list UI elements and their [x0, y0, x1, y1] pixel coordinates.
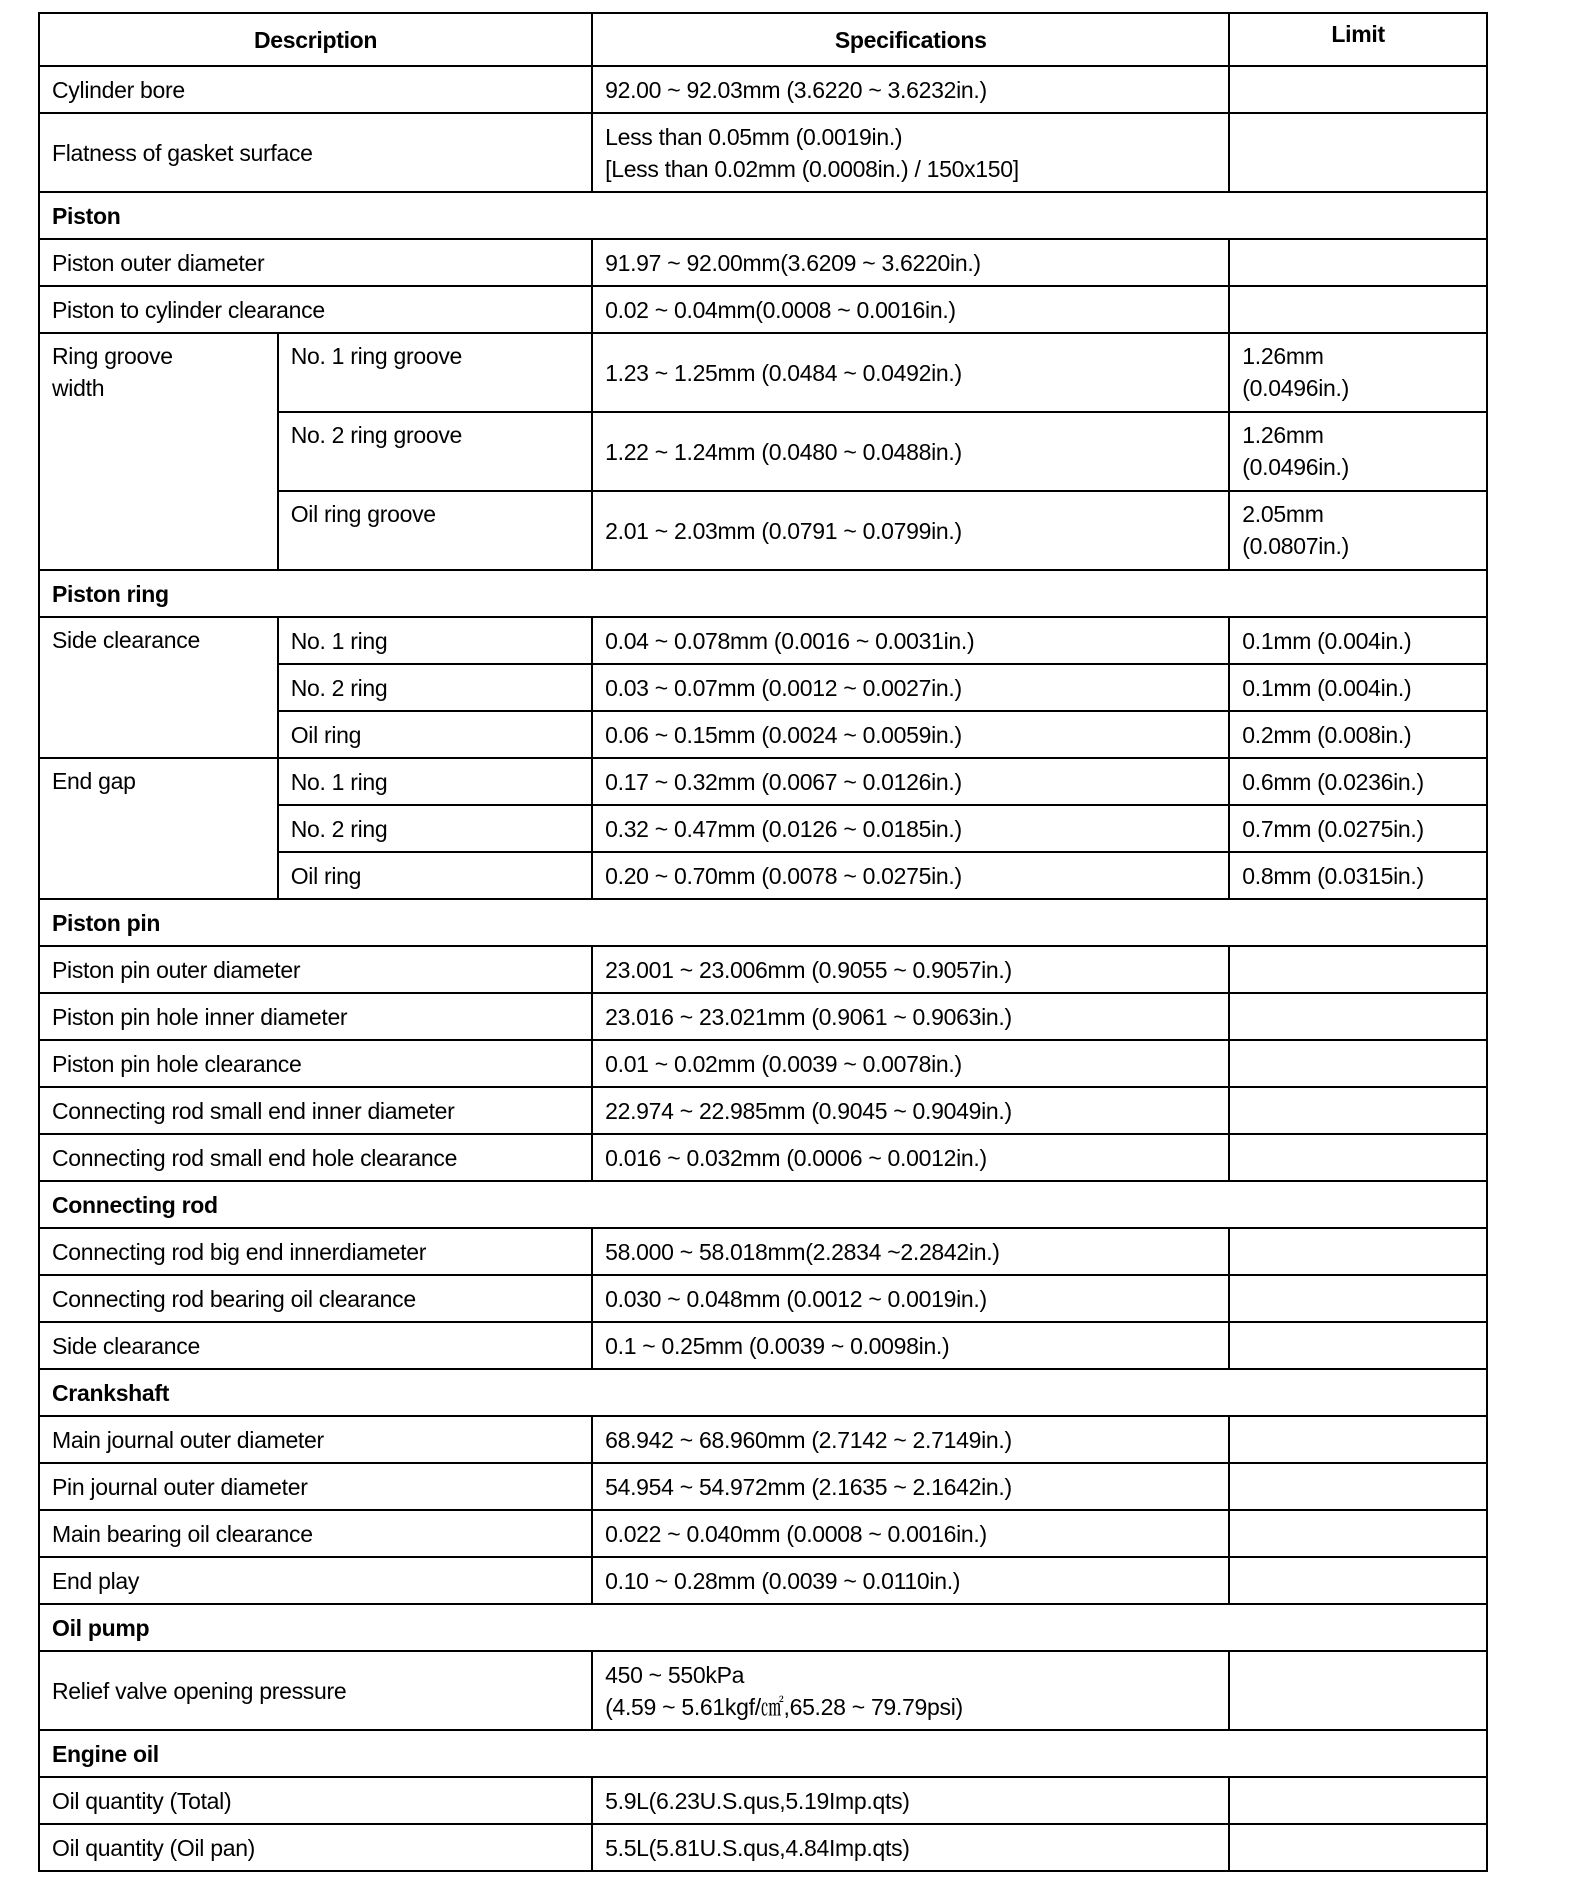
description-cell: Oil quantity (Oil pan) — [39, 1824, 592, 1871]
spec-cell: 1.23 ~ 1.25mm (0.0484 ~ 0.0492in.) — [592, 333, 1229, 412]
spec-cell: 450 ~ 550kPa (4.59 ~ 5.61kgf/㎠,65.28 ~ 79.79psi) — [592, 1651, 1229, 1730]
spec-cell: 23.001 ~ 23.006mm (0.9055 ~ 0.9057in.) — [592, 946, 1229, 993]
spec-cell: 0.03 ~ 0.07mm (0.0012 ~ 0.0027in.) — [592, 664, 1229, 711]
sub-description-cell: No. 1 ring — [278, 617, 592, 664]
table-body — [39, 66, 1487, 1871]
description-cell: Relief valve opening pressure — [39, 1651, 592, 1730]
limit-cell — [1229, 1463, 1487, 1510]
sub-description-cell: Oil ring — [278, 711, 592, 758]
section-row — [39, 570, 1487, 617]
sub-description-cell: No. 2 ring — [278, 805, 592, 852]
limit-cell — [1229, 1228, 1487, 1275]
limit-cell: 0.1mm (0.004in.) — [1229, 617, 1487, 664]
spec-cell: 54.954 ~ 54.972mm (2.1635 ~ 2.1642in.) — [592, 1463, 1229, 1510]
sub-description-cell: Oil ring — [278, 852, 592, 899]
description-cell: Piston pin hole inner diameter — [39, 993, 592, 1040]
description-cell: Connecting rod small end hole clearance — [39, 1134, 592, 1181]
section-row — [39, 1730, 1487, 1777]
description-cell: Connecting rod big end innerdiameter — [39, 1228, 592, 1275]
table-row — [39, 1651, 1487, 1730]
spec-cell: 5.5L(5.81U.S.qus,4.84Imp.qts) — [592, 1824, 1229, 1871]
section-title: Crankshaft — [39, 1369, 1487, 1416]
sub-description-cell: No. 2 ring groove — [278, 412, 592, 491]
group-label-cell: Ring groove width — [39, 333, 278, 570]
section-row — [39, 899, 1487, 946]
table-row — [39, 1510, 1487, 1557]
spec-cell: 2.01 ~ 2.03mm (0.0791 ~ 0.0799in.) — [592, 491, 1229, 570]
spec-cell: 0.32 ~ 0.47mm (0.0126 ~ 0.0185in.) — [592, 805, 1229, 852]
spec-cell: 92.00 ~ 92.03mm (3.6220 ~ 3.6232in.) — [592, 66, 1229, 113]
section-row — [39, 1181, 1487, 1228]
limit-cell — [1229, 1557, 1487, 1604]
limit-cell — [1229, 1510, 1487, 1557]
description-cell: Piston outer diameter — [39, 239, 592, 286]
table-row — [39, 1228, 1487, 1275]
spec-cell: 22.974 ~ 22.985mm (0.9045 ~ 0.9049in.) — [592, 1087, 1229, 1134]
section-title: Piston pin — [39, 899, 1487, 946]
description-cell: Pin journal outer diameter — [39, 1463, 592, 1510]
spec-cell: Less than 0.05mm (0.0019in.) [Less than 0.02mm (0.0008in.) / 150x150] — [592, 113, 1229, 192]
section-title: Connecting rod — [39, 1181, 1487, 1228]
limit-cell — [1229, 1322, 1487, 1369]
section-row — [39, 1604, 1487, 1651]
table-row — [39, 66, 1487, 113]
spec-cell: 0.02 ~ 0.04mm(0.0008 ~ 0.0016in.) — [592, 286, 1229, 333]
section-title: Engine oil — [39, 1730, 1487, 1777]
limit-cell — [1229, 1275, 1487, 1322]
table-row — [39, 1463, 1487, 1510]
header-description: Description — [39, 13, 592, 66]
table-row — [39, 993, 1487, 1040]
limit-cell — [1229, 1651, 1487, 1730]
spec-cell: 1.22 ~ 1.24mm (0.0480 ~ 0.0488in.) — [592, 412, 1229, 491]
spec-cell: 68.942 ~ 68.960mm (2.7142 ~ 2.7149in.) — [592, 1416, 1229, 1463]
limit-cell — [1229, 1134, 1487, 1181]
spec-cell: 58.000 ~ 58.018mm(2.2834 ~2.2842in.) — [592, 1228, 1229, 1275]
limit-cell — [1229, 1777, 1487, 1824]
spec-cell: 0.06 ~ 0.15mm (0.0024 ~ 0.0059in.) — [592, 711, 1229, 758]
spec-cell: 0.1 ~ 0.25mm (0.0039 ~ 0.0098in.) — [592, 1322, 1229, 1369]
limit-cell — [1229, 239, 1487, 286]
limit-cell: 0.7mm (0.0275in.) — [1229, 805, 1487, 852]
limit-cell — [1229, 993, 1487, 1040]
table-header-row — [39, 13, 1487, 66]
spec-cell: 0.016 ~ 0.032mm (0.0006 ~ 0.0012in.) — [592, 1134, 1229, 1181]
table-row — [39, 113, 1487, 192]
spec-cell: 0.01 ~ 0.02mm (0.0039 ~ 0.0078in.) — [592, 1040, 1229, 1087]
limit-cell — [1229, 1087, 1487, 1134]
section-title: Oil pump — [39, 1604, 1487, 1651]
description-cell: Cylinder bore — [39, 66, 592, 113]
limit-cell — [1229, 286, 1487, 333]
table-row — [39, 333, 1487, 412]
table-row — [39, 1557, 1487, 1604]
table-row — [39, 1322, 1487, 1369]
spec-cell: 23.016 ~ 23.021mm (0.9061 ~ 0.9063in.) — [592, 993, 1229, 1040]
description-cell: Main bearing oil clearance — [39, 1510, 592, 1557]
limit-cell — [1229, 66, 1487, 113]
section-row — [39, 192, 1487, 239]
table-row — [39, 1275, 1487, 1322]
section-title: Piston — [39, 192, 1487, 239]
section-title: Piston ring — [39, 570, 1487, 617]
table-row — [39, 1416, 1487, 1463]
sub-description-cell: Oil ring groove — [278, 491, 592, 570]
group-label-cell: End gap — [39, 758, 278, 899]
limit-cell — [1229, 946, 1487, 993]
limit-cell: 1.26mm (0.0496in.) — [1229, 412, 1487, 491]
description-cell: Connecting rod small end inner diameter — [39, 1087, 592, 1134]
engine-specifications-table — [38, 12, 1488, 1872]
table-row — [39, 617, 1487, 664]
limit-cell — [1229, 1416, 1487, 1463]
limit-cell: 2.05mm (0.0807in.) — [1229, 491, 1487, 570]
spec-cell: 0.20 ~ 0.70mm (0.0078 ~ 0.0275in.) — [592, 852, 1229, 899]
section-row — [39, 1369, 1487, 1416]
limit-cell: 0.2mm (0.008in.) — [1229, 711, 1487, 758]
limit-cell — [1229, 1040, 1487, 1087]
description-cell: Connecting rod bearing oil clearance — [39, 1275, 592, 1322]
table-row — [39, 286, 1487, 333]
sub-description-cell: No. 1 ring — [278, 758, 592, 805]
description-cell: Oil quantity (Total) — [39, 1777, 592, 1824]
table-row — [39, 1040, 1487, 1087]
table-row — [39, 1777, 1487, 1824]
description-cell: Piston to cylinder clearance — [39, 286, 592, 333]
group-label-cell: Side clearance — [39, 617, 278, 758]
header-specifications: Specifications — [592, 13, 1229, 66]
spec-cell: 0.030 ~ 0.048mm (0.0012 ~ 0.0019in.) — [592, 1275, 1229, 1322]
spec-cell: 0.17 ~ 0.32mm (0.0067 ~ 0.0126in.) — [592, 758, 1229, 805]
table-row — [39, 239, 1487, 286]
description-cell: Piston pin hole clearance — [39, 1040, 592, 1087]
table-row — [39, 1824, 1487, 1871]
header-limit: Limit — [1229, 13, 1487, 66]
sub-description-cell: No. 2 ring — [278, 664, 592, 711]
limit-cell — [1229, 113, 1487, 192]
description-cell: End play — [39, 1557, 592, 1604]
table-row — [39, 946, 1487, 993]
limit-cell: 0.8mm (0.0315in.) — [1229, 852, 1487, 899]
description-cell: Side clearance — [39, 1322, 592, 1369]
table-row — [39, 758, 1487, 805]
limit-cell: 1.26mm (0.0496in.) — [1229, 333, 1487, 412]
description-cell: Piston pin outer diameter — [39, 946, 592, 993]
spec-cell: 0.04 ~ 0.078mm (0.0016 ~ 0.0031in.) — [592, 617, 1229, 664]
table-row — [39, 1087, 1487, 1134]
sub-description-cell: No. 1 ring groove — [278, 333, 592, 412]
description-cell: Flatness of gasket surface — [39, 113, 592, 192]
table-row — [39, 1134, 1487, 1181]
spec-cell: 0.022 ~ 0.040mm (0.0008 ~ 0.0016in.) — [592, 1510, 1229, 1557]
spec-cell: 5.9L(6.23U.S.qus,5.19Imp.qts) — [592, 1777, 1229, 1824]
description-cell: Main journal outer diameter — [39, 1416, 592, 1463]
spec-cell: 91.97 ~ 92.00mm(3.6209 ~ 3.6220in.) — [592, 239, 1229, 286]
limit-cell: 0.6mm (0.0236in.) — [1229, 758, 1487, 805]
limit-cell: 0.1mm (0.004in.) — [1229, 664, 1487, 711]
spec-cell: 0.10 ~ 0.28mm (0.0039 ~ 0.0110in.) — [592, 1557, 1229, 1604]
limit-cell — [1229, 1824, 1487, 1871]
